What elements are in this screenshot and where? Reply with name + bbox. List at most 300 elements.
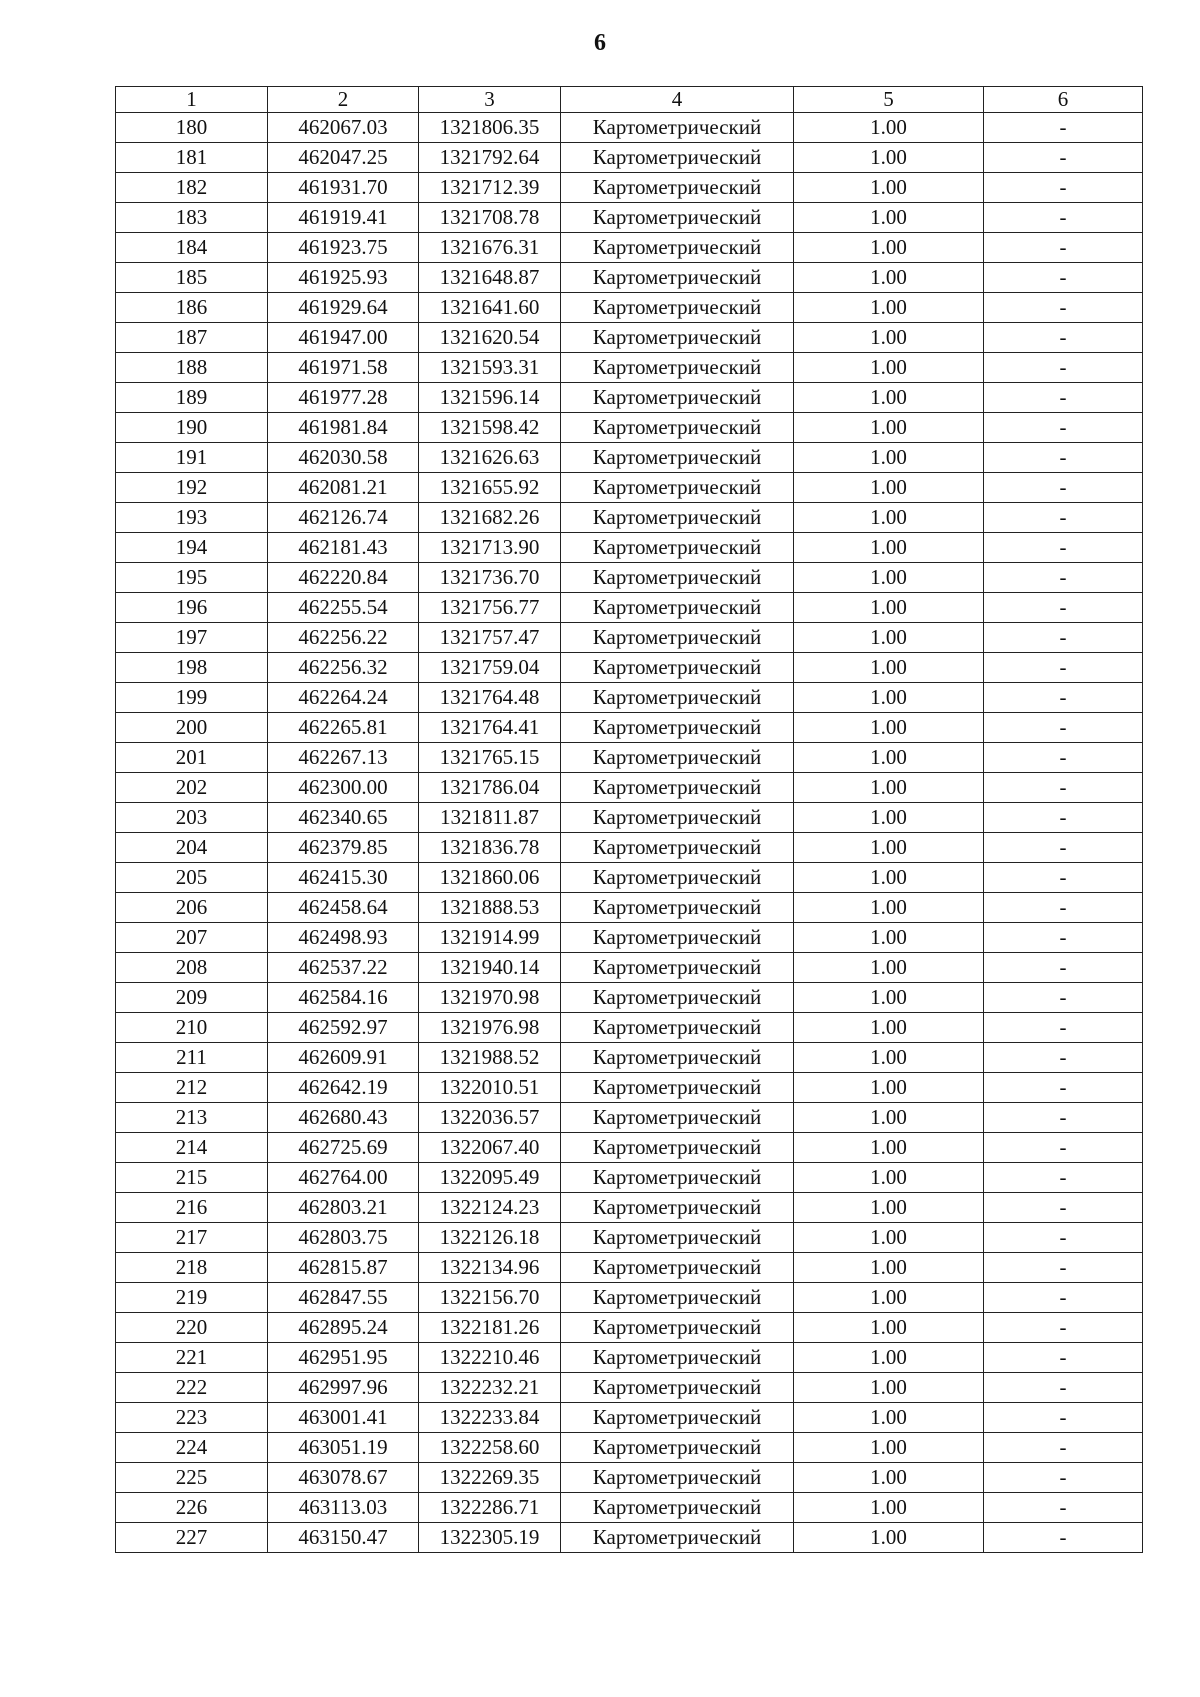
- y-coordinate-cell: 1321970.98: [419, 983, 561, 1013]
- x-coordinate-cell: 462030.58: [268, 443, 419, 473]
- y-coordinate-cell: 1321888.53: [419, 893, 561, 923]
- y-coordinate-cell: 1321593.31: [419, 353, 561, 383]
- y-coordinate-cell: 1321764.48: [419, 683, 561, 713]
- y-coordinate-cell: 1321806.35: [419, 113, 561, 143]
- point-number-cell: 215: [116, 1163, 268, 1193]
- table-row: [116, 923, 1143, 953]
- description-cell: -: [984, 353, 1143, 383]
- accuracy-cell: 1.00: [794, 1283, 984, 1313]
- x-coordinate-cell: 462300.00: [268, 773, 419, 803]
- x-coordinate-cell: 461977.28: [268, 383, 419, 413]
- point-number-cell: 186: [116, 293, 268, 323]
- method-cell: Картометрический: [561, 443, 794, 473]
- x-coordinate-cell: 462181.43: [268, 533, 419, 563]
- y-coordinate-cell: 1322036.57: [419, 1103, 561, 1133]
- x-coordinate-cell: 462584.16: [268, 983, 419, 1013]
- x-coordinate-cell: 462265.81: [268, 713, 419, 743]
- point-number-cell: 226: [116, 1493, 268, 1523]
- description-cell: -: [984, 743, 1143, 773]
- description-cell: -: [984, 1373, 1143, 1403]
- point-number-cell: 188: [116, 353, 268, 383]
- table-body: [116, 113, 1143, 1553]
- y-coordinate-cell: 1321648.87: [419, 263, 561, 293]
- accuracy-cell: 1.00: [794, 653, 984, 683]
- point-number-cell: 187: [116, 323, 268, 353]
- page-number: 6: [594, 30, 606, 56]
- x-coordinate-cell: 461919.41: [268, 203, 419, 233]
- point-number-cell: 184: [116, 233, 268, 263]
- method-cell: Картометрический: [561, 1283, 794, 1313]
- x-coordinate-cell: 462458.64: [268, 893, 419, 923]
- y-coordinate-cell: 1322269.35: [419, 1463, 561, 1493]
- y-coordinate-cell: 1322233.84: [419, 1403, 561, 1433]
- table-row: [116, 263, 1143, 293]
- method-cell: Картометрический: [561, 503, 794, 533]
- point-number-cell: 217: [116, 1223, 268, 1253]
- x-coordinate-cell: 461971.58: [268, 353, 419, 383]
- method-cell: Картометрический: [561, 203, 794, 233]
- method-cell: Картометрический: [561, 1013, 794, 1043]
- table-row: [116, 953, 1143, 983]
- x-coordinate-cell: 463078.67: [268, 1463, 419, 1493]
- description-cell: -: [984, 893, 1143, 923]
- accuracy-cell: 1.00: [794, 533, 984, 563]
- table-row: [116, 1193, 1143, 1223]
- accuracy-cell: 1.00: [794, 1313, 984, 1343]
- x-coordinate-cell: 462255.54: [268, 593, 419, 623]
- y-coordinate-cell: 1322124.23: [419, 1193, 561, 1223]
- table-row: [116, 473, 1143, 503]
- table-row: [116, 1103, 1143, 1133]
- column-header-2: 2: [268, 87, 419, 113]
- x-coordinate-cell: 463113.03: [268, 1493, 419, 1523]
- description-cell: -: [984, 623, 1143, 653]
- accuracy-cell: 1.00: [794, 113, 984, 143]
- point-number-cell: 185: [116, 263, 268, 293]
- y-coordinate-cell: 1321598.42: [419, 413, 561, 443]
- y-coordinate-cell: 1321655.92: [419, 473, 561, 503]
- accuracy-cell: 1.00: [794, 323, 984, 353]
- x-coordinate-cell: 462067.03: [268, 113, 419, 143]
- y-coordinate-cell: 1321914.99: [419, 923, 561, 953]
- point-number-cell: 220: [116, 1313, 268, 1343]
- method-cell: Картометрический: [561, 893, 794, 923]
- table-row: [116, 1223, 1143, 1253]
- x-coordinate-cell: 461947.00: [268, 323, 419, 353]
- column-header-1: 1: [116, 87, 268, 113]
- table-row: [116, 1073, 1143, 1103]
- x-coordinate-cell: 461929.64: [268, 293, 419, 323]
- method-cell: Картометрический: [561, 863, 794, 893]
- description-cell: -: [984, 1013, 1143, 1043]
- y-coordinate-cell: 1321940.14: [419, 953, 561, 983]
- table-row: [116, 713, 1143, 743]
- point-number-cell: 225: [116, 1463, 268, 1493]
- description-cell: -: [984, 1073, 1143, 1103]
- table-row: [116, 1523, 1143, 1553]
- x-coordinate-cell: 462267.13: [268, 743, 419, 773]
- accuracy-cell: 1.00: [794, 1223, 984, 1253]
- point-number-cell: 182: [116, 173, 268, 203]
- method-cell: Картометрический: [561, 923, 794, 953]
- accuracy-cell: 1.00: [794, 1253, 984, 1283]
- x-coordinate-cell: 462415.30: [268, 863, 419, 893]
- description-cell: -: [984, 1403, 1143, 1433]
- accuracy-cell: 1.00: [794, 593, 984, 623]
- method-cell: Картометрический: [561, 1493, 794, 1523]
- method-cell: Картометрический: [561, 683, 794, 713]
- point-number-cell: 203: [116, 803, 268, 833]
- method-cell: Картометрический: [561, 803, 794, 833]
- table-row: [116, 203, 1143, 233]
- accuracy-cell: 1.00: [794, 1493, 984, 1523]
- table-row: [116, 353, 1143, 383]
- accuracy-cell: 1.00: [794, 1373, 984, 1403]
- method-cell: Картометрический: [561, 143, 794, 173]
- accuracy-cell: 1.00: [794, 563, 984, 593]
- y-coordinate-cell: 1322156.70: [419, 1283, 561, 1313]
- y-coordinate-cell: 1321786.04: [419, 773, 561, 803]
- method-cell: Картометрический: [561, 1523, 794, 1553]
- description-cell: -: [984, 1223, 1143, 1253]
- table-row: [116, 173, 1143, 203]
- point-number-cell: 227: [116, 1523, 268, 1553]
- description-cell: -: [984, 773, 1143, 803]
- description-cell: -: [984, 503, 1143, 533]
- description-cell: -: [984, 803, 1143, 833]
- description-cell: -: [984, 563, 1143, 593]
- accuracy-cell: 1.00: [794, 143, 984, 173]
- point-number-cell: 199: [116, 683, 268, 713]
- table-row: [116, 563, 1143, 593]
- accuracy-cell: 1.00: [794, 983, 984, 1013]
- description-cell: -: [984, 713, 1143, 743]
- method-cell: Картометрический: [561, 1253, 794, 1283]
- y-coordinate-cell: 1321988.52: [419, 1043, 561, 1073]
- accuracy-cell: 1.00: [794, 713, 984, 743]
- description-cell: -: [984, 593, 1143, 623]
- y-coordinate-cell: 1321641.60: [419, 293, 561, 323]
- point-number-cell: 180: [116, 113, 268, 143]
- x-coordinate-cell: 462951.95: [268, 1343, 419, 1373]
- accuracy-cell: 1.00: [794, 1163, 984, 1193]
- description-cell: -: [984, 833, 1143, 863]
- accuracy-cell: 1.00: [794, 203, 984, 233]
- x-coordinate-cell: 461925.93: [268, 263, 419, 293]
- table-row: [116, 113, 1143, 143]
- x-coordinate-cell: 461923.75: [268, 233, 419, 263]
- accuracy-cell: 1.00: [794, 293, 984, 323]
- table-row: [116, 1463, 1143, 1493]
- table-row: [116, 1043, 1143, 1073]
- y-coordinate-cell: 1321620.54: [419, 323, 561, 353]
- method-cell: Картометрический: [561, 173, 794, 203]
- table-row: [116, 623, 1143, 653]
- accuracy-cell: 1.00: [794, 923, 984, 953]
- table-row: [116, 233, 1143, 263]
- x-coordinate-cell: 463001.41: [268, 1403, 419, 1433]
- description-cell: -: [984, 1313, 1143, 1343]
- accuracy-cell: 1.00: [794, 863, 984, 893]
- y-coordinate-cell: 1321596.14: [419, 383, 561, 413]
- method-cell: Картометрический: [561, 773, 794, 803]
- table-row: [116, 1343, 1143, 1373]
- point-number-cell: 216: [116, 1193, 268, 1223]
- description-cell: -: [984, 983, 1143, 1013]
- x-coordinate-cell: 462803.21: [268, 1193, 419, 1223]
- point-number-cell: 190: [116, 413, 268, 443]
- table-row: [116, 1283, 1143, 1313]
- y-coordinate-cell: 1322095.49: [419, 1163, 561, 1193]
- header-row: [116, 87, 1143, 113]
- accuracy-cell: 1.00: [794, 773, 984, 803]
- accuracy-cell: 1.00: [794, 1043, 984, 1073]
- point-number-cell: 213: [116, 1103, 268, 1133]
- description-cell: -: [984, 203, 1143, 233]
- accuracy-cell: 1.00: [794, 1013, 984, 1043]
- table-row: [116, 653, 1143, 683]
- table-row: [116, 773, 1143, 803]
- y-coordinate-cell: 1321676.31: [419, 233, 561, 263]
- table-row: [116, 1253, 1143, 1283]
- description-cell: -: [984, 1283, 1143, 1313]
- accuracy-cell: 1.00: [794, 443, 984, 473]
- description-cell: -: [984, 323, 1143, 353]
- x-coordinate-cell: 462256.22: [268, 623, 419, 653]
- point-number-cell: 192: [116, 473, 268, 503]
- description-cell: -: [984, 1253, 1143, 1283]
- accuracy-cell: 1.00: [794, 623, 984, 653]
- x-coordinate-cell: 462081.21: [268, 473, 419, 503]
- y-coordinate-cell: 1322305.19: [419, 1523, 561, 1553]
- accuracy-cell: 1.00: [794, 1403, 984, 1433]
- x-coordinate-cell: 463051.19: [268, 1433, 419, 1463]
- y-coordinate-cell: 1321682.26: [419, 503, 561, 533]
- accuracy-cell: 1.00: [794, 1463, 984, 1493]
- method-cell: Картометрический: [561, 1193, 794, 1223]
- point-number-cell: 201: [116, 743, 268, 773]
- x-coordinate-cell: 462895.24: [268, 1313, 419, 1343]
- x-coordinate-cell: 462680.43: [268, 1103, 419, 1133]
- accuracy-cell: 1.00: [794, 413, 984, 443]
- description-cell: -: [984, 293, 1143, 323]
- description-cell: -: [984, 863, 1143, 893]
- y-coordinate-cell: 1321712.39: [419, 173, 561, 203]
- point-number-cell: 224: [116, 1433, 268, 1463]
- method-cell: Картометрический: [561, 1073, 794, 1103]
- description-cell: -: [984, 443, 1143, 473]
- method-cell: Картометрический: [561, 563, 794, 593]
- x-coordinate-cell: 462220.84: [268, 563, 419, 593]
- description-cell: -: [984, 1433, 1143, 1463]
- column-header-6: 6: [984, 87, 1143, 113]
- y-coordinate-cell: 1321736.70: [419, 563, 561, 593]
- table-row: [116, 1403, 1143, 1433]
- method-cell: Картометрический: [561, 623, 794, 653]
- y-coordinate-cell: 1321713.90: [419, 533, 561, 563]
- accuracy-cell: 1.00: [794, 743, 984, 773]
- accuracy-cell: 1.00: [794, 263, 984, 293]
- description-cell: -: [984, 1193, 1143, 1223]
- y-coordinate-cell: 1322010.51: [419, 1073, 561, 1103]
- table-row: [116, 833, 1143, 863]
- x-coordinate-cell: 462537.22: [268, 953, 419, 983]
- point-number-cell: 214: [116, 1133, 268, 1163]
- accuracy-cell: 1.00: [794, 233, 984, 263]
- method-cell: Картометрический: [561, 593, 794, 623]
- point-number-cell: 194: [116, 533, 268, 563]
- method-cell: Картометрический: [561, 1133, 794, 1163]
- column-header-4: 4: [561, 87, 794, 113]
- table-row: [116, 683, 1143, 713]
- description-cell: -: [984, 1523, 1143, 1553]
- accuracy-cell: 1.00: [794, 1193, 984, 1223]
- y-coordinate-cell: 1322232.21: [419, 1373, 561, 1403]
- table-row: [116, 293, 1143, 323]
- table-row: [116, 863, 1143, 893]
- table-row: [116, 383, 1143, 413]
- table-row: [116, 1163, 1143, 1193]
- coordinates-table: [115, 86, 1143, 1553]
- point-number-cell: 205: [116, 863, 268, 893]
- method-cell: Картометрический: [561, 1373, 794, 1403]
- x-coordinate-cell: 462379.85: [268, 833, 419, 863]
- description-cell: -: [984, 383, 1143, 413]
- x-coordinate-cell: 462264.24: [268, 683, 419, 713]
- point-number-cell: 202: [116, 773, 268, 803]
- accuracy-cell: 1.00: [794, 893, 984, 923]
- table-row: [116, 323, 1143, 353]
- point-number-cell: 204: [116, 833, 268, 863]
- y-coordinate-cell: 1321811.87: [419, 803, 561, 833]
- point-number-cell: 200: [116, 713, 268, 743]
- description-cell: -: [984, 533, 1143, 563]
- description-cell: -: [984, 1043, 1143, 1073]
- description-cell: -: [984, 1463, 1143, 1493]
- y-coordinate-cell: 1322286.71: [419, 1493, 561, 1523]
- description-cell: -: [984, 173, 1143, 203]
- point-number-cell: 218: [116, 1253, 268, 1283]
- method-cell: Картометрический: [561, 293, 794, 323]
- method-cell: Картометрический: [561, 983, 794, 1013]
- x-coordinate-cell: 462815.87: [268, 1253, 419, 1283]
- table-row: [116, 593, 1143, 623]
- point-number-cell: 189: [116, 383, 268, 413]
- x-coordinate-cell: 462609.91: [268, 1043, 419, 1073]
- table-row: [116, 143, 1143, 173]
- accuracy-cell: 1.00: [794, 1433, 984, 1463]
- x-coordinate-cell: 462592.97: [268, 1013, 419, 1043]
- y-coordinate-cell: 1322134.96: [419, 1253, 561, 1283]
- x-coordinate-cell: 463150.47: [268, 1523, 419, 1553]
- table-row: [116, 1013, 1143, 1043]
- x-coordinate-cell: 462340.65: [268, 803, 419, 833]
- method-cell: Картометрический: [561, 713, 794, 743]
- description-cell: -: [984, 683, 1143, 713]
- method-cell: Картометрический: [561, 383, 794, 413]
- accuracy-cell: 1.00: [794, 683, 984, 713]
- y-coordinate-cell: 1321759.04: [419, 653, 561, 683]
- y-coordinate-cell: 1321708.78: [419, 203, 561, 233]
- y-coordinate-cell: 1321757.47: [419, 623, 561, 653]
- accuracy-cell: 1.00: [794, 1523, 984, 1553]
- accuracy-cell: 1.00: [794, 803, 984, 833]
- accuracy-cell: 1.00: [794, 1073, 984, 1103]
- x-coordinate-cell: 462642.19: [268, 1073, 419, 1103]
- y-coordinate-cell: 1321836.78: [419, 833, 561, 863]
- table-header: [116, 87, 1143, 113]
- method-cell: Картометрический: [561, 1103, 794, 1133]
- point-number-cell: 196: [116, 593, 268, 623]
- method-cell: Картометрический: [561, 1043, 794, 1073]
- description-cell: -: [984, 1343, 1143, 1373]
- method-cell: Картометрический: [561, 743, 794, 773]
- description-cell: -: [984, 113, 1143, 143]
- point-number-cell: 219: [116, 1283, 268, 1313]
- method-cell: Картометрический: [561, 353, 794, 383]
- point-number-cell: 210: [116, 1013, 268, 1043]
- accuracy-cell: 1.00: [794, 1103, 984, 1133]
- y-coordinate-cell: 1321860.06: [419, 863, 561, 893]
- point-number-cell: 206: [116, 893, 268, 923]
- x-coordinate-cell: 462997.96: [268, 1373, 419, 1403]
- y-coordinate-cell: 1322181.26: [419, 1313, 561, 1343]
- table-row: [116, 1493, 1143, 1523]
- method-cell: Картометрический: [561, 1223, 794, 1253]
- method-cell: Картометрический: [561, 413, 794, 443]
- description-cell: -: [984, 473, 1143, 503]
- method-cell: Картометрический: [561, 113, 794, 143]
- x-coordinate-cell: 462725.69: [268, 1133, 419, 1163]
- x-coordinate-cell: 462847.55: [268, 1283, 419, 1313]
- x-coordinate-cell: 462803.75: [268, 1223, 419, 1253]
- method-cell: Картометрический: [561, 1343, 794, 1373]
- y-coordinate-cell: 1321976.98: [419, 1013, 561, 1043]
- accuracy-cell: 1.00: [794, 1343, 984, 1373]
- description-cell: -: [984, 923, 1143, 953]
- description-cell: -: [984, 1103, 1143, 1133]
- description-cell: -: [984, 263, 1143, 293]
- description-cell: -: [984, 413, 1143, 443]
- method-cell: Картометрический: [561, 233, 794, 263]
- y-coordinate-cell: 1321765.15: [419, 743, 561, 773]
- method-cell: Картометрический: [561, 1403, 794, 1433]
- accuracy-cell: 1.00: [794, 953, 984, 983]
- point-number-cell: 207: [116, 923, 268, 953]
- description-cell: -: [984, 1493, 1143, 1523]
- table-row: [116, 1133, 1143, 1163]
- x-coordinate-cell: 462047.25: [268, 143, 419, 173]
- table-row: [116, 533, 1143, 563]
- table-row: [116, 893, 1143, 923]
- description-cell: -: [984, 953, 1143, 983]
- method-cell: Картометрический: [561, 653, 794, 683]
- table-row: [116, 413, 1143, 443]
- point-number-cell: 195: [116, 563, 268, 593]
- point-number-cell: 181: [116, 143, 268, 173]
- y-coordinate-cell: 1322126.18: [419, 1223, 561, 1253]
- point-number-cell: 223: [116, 1403, 268, 1433]
- method-cell: Картометрический: [561, 263, 794, 293]
- method-cell: Картометрический: [561, 533, 794, 563]
- point-number-cell: 212: [116, 1073, 268, 1103]
- table-row: [116, 743, 1143, 773]
- description-cell: -: [984, 1163, 1143, 1193]
- y-coordinate-cell: 1322210.46: [419, 1343, 561, 1373]
- point-number-cell: 208: [116, 953, 268, 983]
- method-cell: Картометрический: [561, 1163, 794, 1193]
- point-number-cell: 191: [116, 443, 268, 473]
